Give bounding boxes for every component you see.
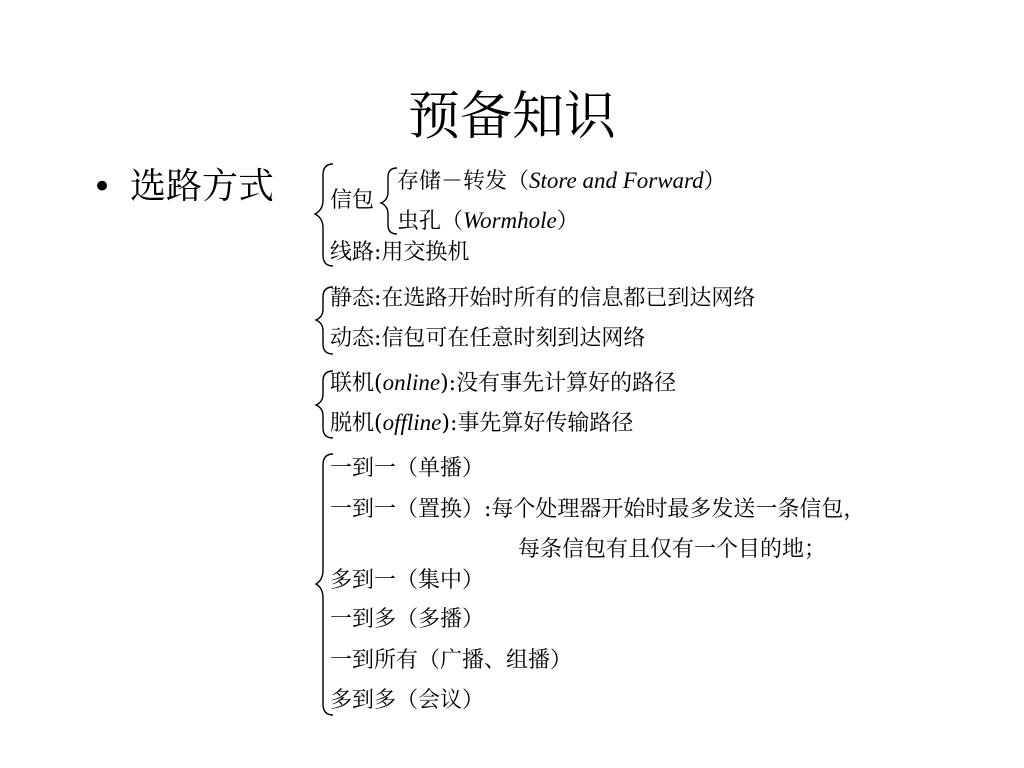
wormhole-prefix: 虫孔（ [397,209,464,234]
unicast-item: 一到一（单播） [330,456,485,481]
broadcast-item: 一到所有（广播、组播） [330,648,573,673]
packet-label: 信包 [330,188,375,213]
gather-item: 多到一（集中） [330,568,485,593]
wormhole-suffix: ） [556,209,579,234]
wormhole-line [397,206,579,237]
static-line: 静态:在选路开始时所有的信息都已到达网络 [330,286,756,311]
online-prefix: 联机( [330,371,383,396]
offline-prefix: 脱机( [330,411,383,436]
bullet-heading: 选路方式 [130,166,275,207]
online-latin: online [382,370,441,395]
conference-item: 多到多（会议） [330,688,485,713]
store-forward-suffix: ） [703,169,726,194]
online-line [330,368,676,399]
circuit-line: 线路:用交换机 [330,240,470,265]
brace-packet [381,168,397,234]
dynamic-line: 动态:信包可在任意时刻到达网络 [330,326,646,351]
store-forward-line [397,166,726,197]
multicast-item: 一到多（多播） [330,607,485,632]
offline-suffix: ):事先算好传输路径 [441,411,634,436]
offline-line [330,408,633,439]
wormhole-latin: Wormhole [463,208,557,233]
store-forward-latin: Store and Forward [529,168,704,193]
offline-latin: offline [382,410,442,435]
bullet-marker: • [92,167,113,207]
online-suffix: ):没有事先计算好的路径 [440,371,677,396]
store-forward-prefix: 存储－转发（ [397,169,530,194]
slide-title: 预备知识 [407,87,616,147]
permutation-item: 一到一（置换）:每个处理器开始时最多发送一条信包， [330,497,866,522]
permutation-item-continued: 每条信包有且仅有一个目的地； [518,537,827,562]
